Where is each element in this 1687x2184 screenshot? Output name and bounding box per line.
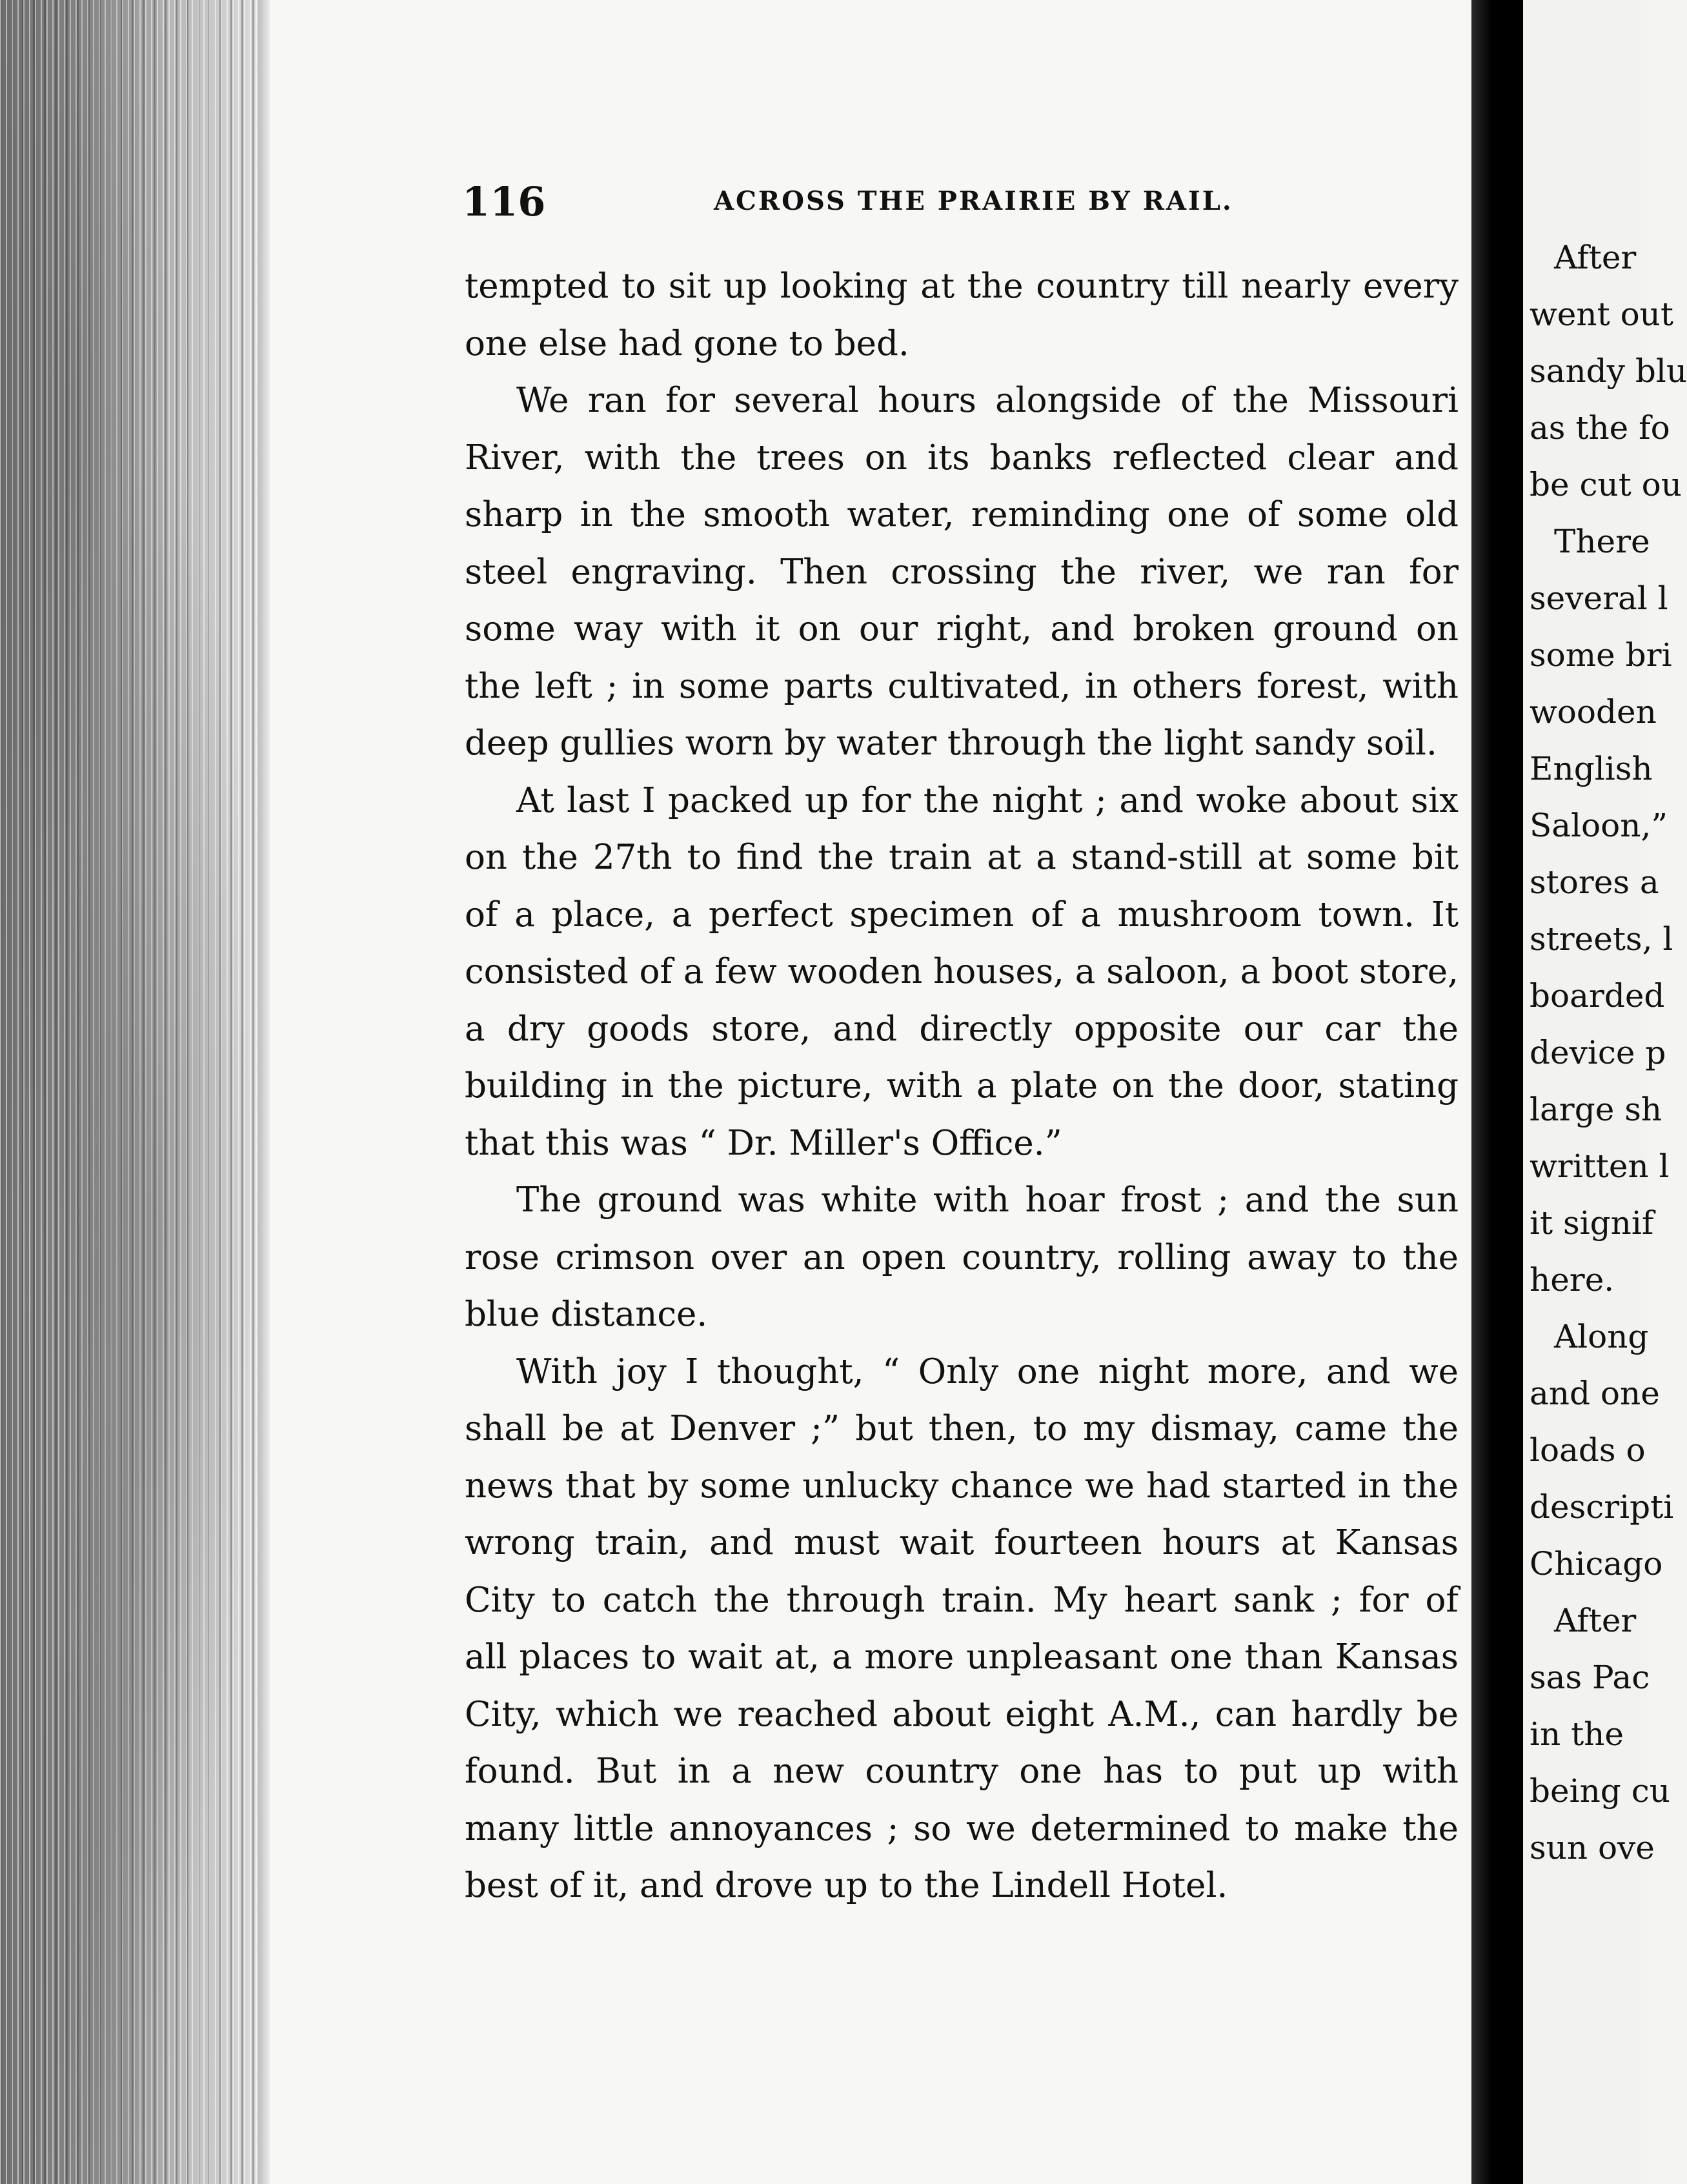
text-line: wrong train, and must wait fourteen hours at Kansas bbox=[465, 1523, 1459, 1562]
text-line: We ran for several hours alongside of the Missouri bbox=[516, 381, 1459, 420]
text-line: the left ; in some parts cultivated, in others forest, with bbox=[465, 666, 1459, 706]
text-line: found. But in a new country one has to put up with bbox=[465, 1752, 1459, 1791]
text-line: news that by some unlucky chance we had started in the bbox=[465, 1466, 1459, 1506]
text-line: best of it, and drove up to the Lindell Hotel. bbox=[465, 1866, 1228, 1905]
text-line: one else had gone to bed. bbox=[465, 323, 909, 363]
running-head bbox=[462, 178, 1462, 223]
facing-page-line: There bbox=[1554, 523, 1650, 560]
facing-page-line: large sh bbox=[1530, 1091, 1662, 1128]
facing-page-line: as the fo bbox=[1530, 409, 1670, 447]
facing-page-line: be cut ou bbox=[1530, 466, 1682, 503]
facing-page-line: written l bbox=[1530, 1148, 1670, 1185]
text-line: of a place, a perfect specimen of a mushroom town. It bbox=[465, 895, 1459, 935]
text-line: building in the picture, with a plate on the door, stating bbox=[465, 1066, 1459, 1106]
text-line: shall be at Denver ;” but then, to my dismay, came the bbox=[465, 1409, 1459, 1448]
facing-page-line: and one bbox=[1530, 1375, 1660, 1412]
facing-page-line: After bbox=[1554, 239, 1637, 276]
book-gutter bbox=[1471, 0, 1523, 2184]
text-line: some way with it on our right, and broken ground on bbox=[465, 609, 1459, 649]
facing-page-line: some bri bbox=[1530, 636, 1672, 674]
facing-page-line: went out bbox=[1530, 296, 1673, 333]
text-line: tempted to sit up looking at the country till nearly every bbox=[465, 267, 1459, 306]
facing-page-line: several l bbox=[1530, 580, 1668, 617]
facing-page-line: streets, l bbox=[1530, 920, 1673, 958]
facing-page-line: in the bbox=[1530, 1715, 1624, 1753]
running-head-title: ACROSS THE PRAIRIE BY RAIL. bbox=[714, 186, 1233, 216]
text-line: that this was “ Dr. Miller's Office.” bbox=[465, 1123, 1062, 1163]
facing-page-line: sas Pac bbox=[1530, 1659, 1650, 1696]
facing-page-line: loads o bbox=[1530, 1431, 1646, 1469]
facing-page-fragment bbox=[1523, 0, 1687, 2184]
facing-page-line: it signif bbox=[1530, 1204, 1654, 1242]
facing-page-line: stores a bbox=[1530, 864, 1659, 901]
facing-page-line: sun ove bbox=[1530, 1829, 1655, 1866]
text-line: steel engraving. Then crossing the river, we ran for bbox=[465, 552, 1459, 592]
facing-page-line: being cu bbox=[1530, 1772, 1670, 1810]
text-line: sharp in the smooth water, reminding one of some old bbox=[465, 495, 1459, 534]
text-line: blue distance. bbox=[465, 1295, 708, 1334]
facing-page-line: English bbox=[1530, 750, 1653, 787]
body-text bbox=[465, 258, 1459, 1915]
text-line: The ground was white with hoar frost ; and the sun bbox=[516, 1180, 1459, 1220]
facing-page-line: Chicago bbox=[1530, 1545, 1663, 1582]
facing-page-line: descripti bbox=[1530, 1488, 1674, 1526]
text-line: With joy I thought, “ Only one night more, and we bbox=[516, 1351, 1459, 1391]
page-number: 116 bbox=[462, 178, 546, 225]
page-edge-stack bbox=[0, 0, 258, 2184]
text-line: a dry goods store, and directly opposite our car the bbox=[465, 1009, 1459, 1049]
text-line: rose crimson over an open country, rolling away to the bbox=[465, 1237, 1459, 1277]
text-line: At last I packed up for the night ; and woke about six bbox=[516, 780, 1459, 820]
text-line: all places to wait at, a more unpleasant one than Kansas bbox=[465, 1637, 1459, 1677]
page-edge-highlight bbox=[258, 0, 270, 2184]
facing-page-line: boarded bbox=[1530, 977, 1665, 1015]
facing-page-line: wooden bbox=[1530, 693, 1657, 731]
facing-page-line: here. bbox=[1530, 1261, 1615, 1299]
text-line: River, with the trees on its banks reflected clear and bbox=[465, 438, 1459, 478]
text-line: on the 27th to find the train at a stand-still at some bit bbox=[465, 838, 1459, 877]
facing-page-line: After bbox=[1554, 1602, 1637, 1639]
facing-page-line: Along bbox=[1554, 1318, 1649, 1355]
facing-page-line: device p bbox=[1530, 1034, 1666, 1071]
facing-page-line: sandy blu bbox=[1530, 352, 1687, 390]
text-line: deep gullies worn by water through the light sandy soil. bbox=[465, 723, 1437, 763]
text-line: City, which we reached about eight A.M., can hardly be bbox=[465, 1694, 1459, 1734]
text-line: City to catch the through train. My heart sank ; for of bbox=[465, 1580, 1459, 1620]
facing-page-line: Saloon,” bbox=[1530, 807, 1668, 844]
text-line: consisted of a few wooden houses, a saloon, a boot store, bbox=[465, 952, 1459, 991]
text-line: many little annoyances ; so we determined to make the bbox=[465, 1808, 1459, 1848]
